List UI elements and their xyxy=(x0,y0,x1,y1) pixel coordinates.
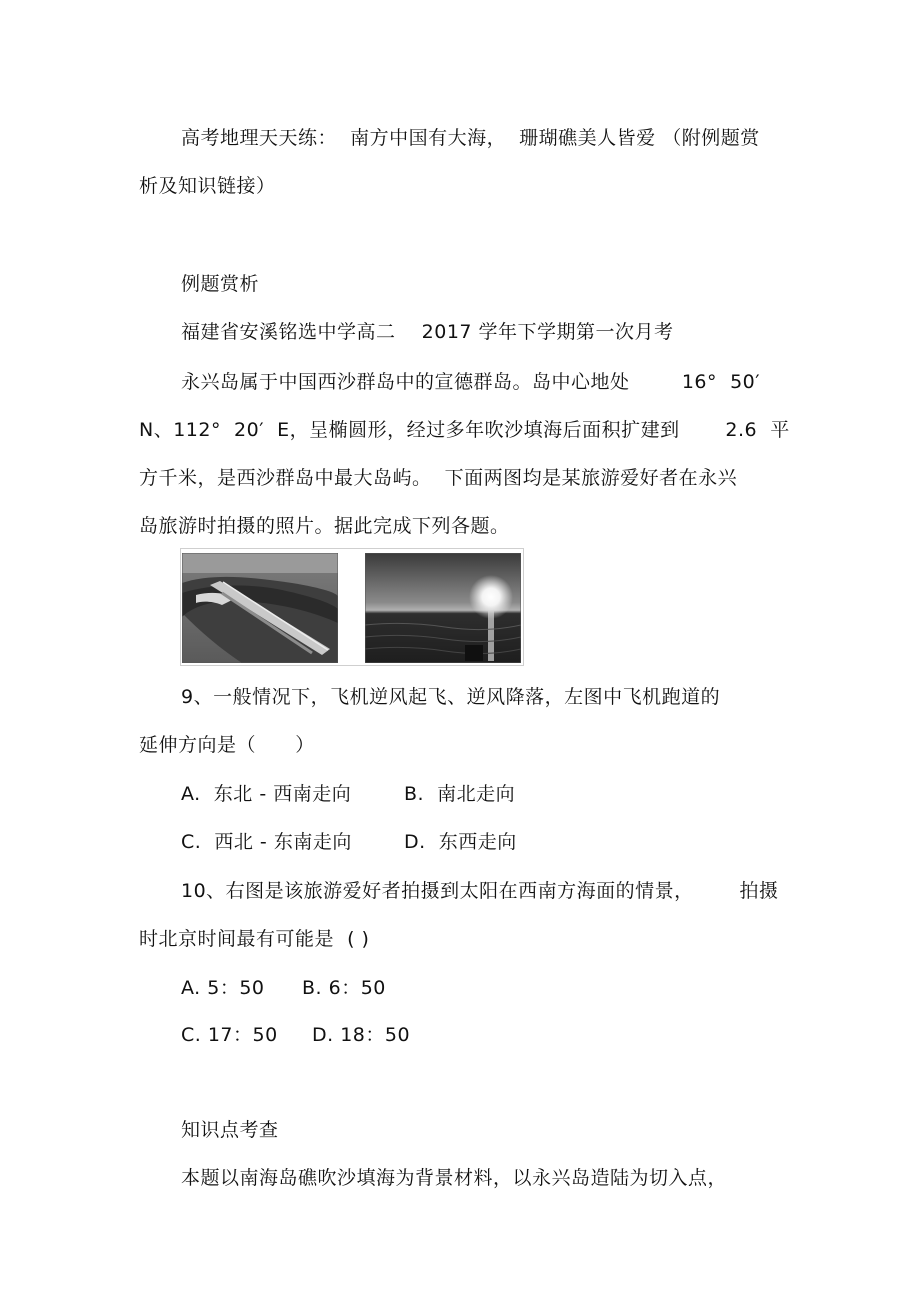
q10-stem-line-1: 10、右图是该旅游爱好者拍摄到太阳在西南方海面的情景， 拍摄 xyxy=(181,880,779,902)
q10-stem-line-2: 时北京时间最有可能是 ( ) xyxy=(139,928,370,950)
passage-line-4: 岛旅游时拍摄的照片。据此完成下列各题。 xyxy=(139,515,510,537)
knowledge-heading: 知识点考查 xyxy=(181,1119,279,1141)
exam-source: 福建省安溪铭选中学高二 2017 学年下学期第一次月考 xyxy=(181,321,674,343)
sunset-over-sea-photo xyxy=(365,553,521,663)
example-heading: 例题赏析 xyxy=(181,273,260,295)
q9-option-a: A. 东北 - 西南走向 xyxy=(181,783,352,805)
q9-stem-line-1: 9、一般情况下，飞机逆风起飞、逆风降落，左图中飞机跑道的 xyxy=(181,686,721,708)
q10-option-c: C. 17：50 xyxy=(181,1024,278,1046)
knowledge-line-1: 本题以南海岛礁吹沙填海为背景材料，以永兴岛造陆为切入点， xyxy=(181,1167,728,1189)
q9-option-c: C. 西北 - 东南走向 xyxy=(181,831,352,853)
passage-line-2: N、112° 20′ E，呈椭圆形，经过多年吹沙填海后面积扩建到 2.6 平 xyxy=(139,419,790,441)
airport-runway-photo xyxy=(182,553,338,663)
q10-option-d: D. 18：50 xyxy=(312,1024,411,1046)
passage-line-1: 永兴岛属于中国西沙群岛中的宣德群岛。岛中心地处 16° 50′ xyxy=(181,371,761,393)
document-title-line-1: 高考地理天天练： 南方中国有大海， 珊瑚礁美人皆爱 （附例题赏 xyxy=(181,127,760,149)
passage-line-3: 方千米，是西沙群岛中最大岛屿。 下面两图均是某旅游爱好者在永兴 xyxy=(139,467,738,489)
q10-option-a: A. 5：50 xyxy=(181,977,265,999)
document-title-line-2: 析及知识链接） xyxy=(139,175,276,197)
q10-option-b: B. 6：50 xyxy=(302,977,386,999)
q9-option-b: B. 南北走向 xyxy=(404,783,516,805)
q9-option-d: D. 东西走向 xyxy=(404,831,517,853)
q9-stem-line-2: 延伸方向是（ ） xyxy=(139,734,315,756)
